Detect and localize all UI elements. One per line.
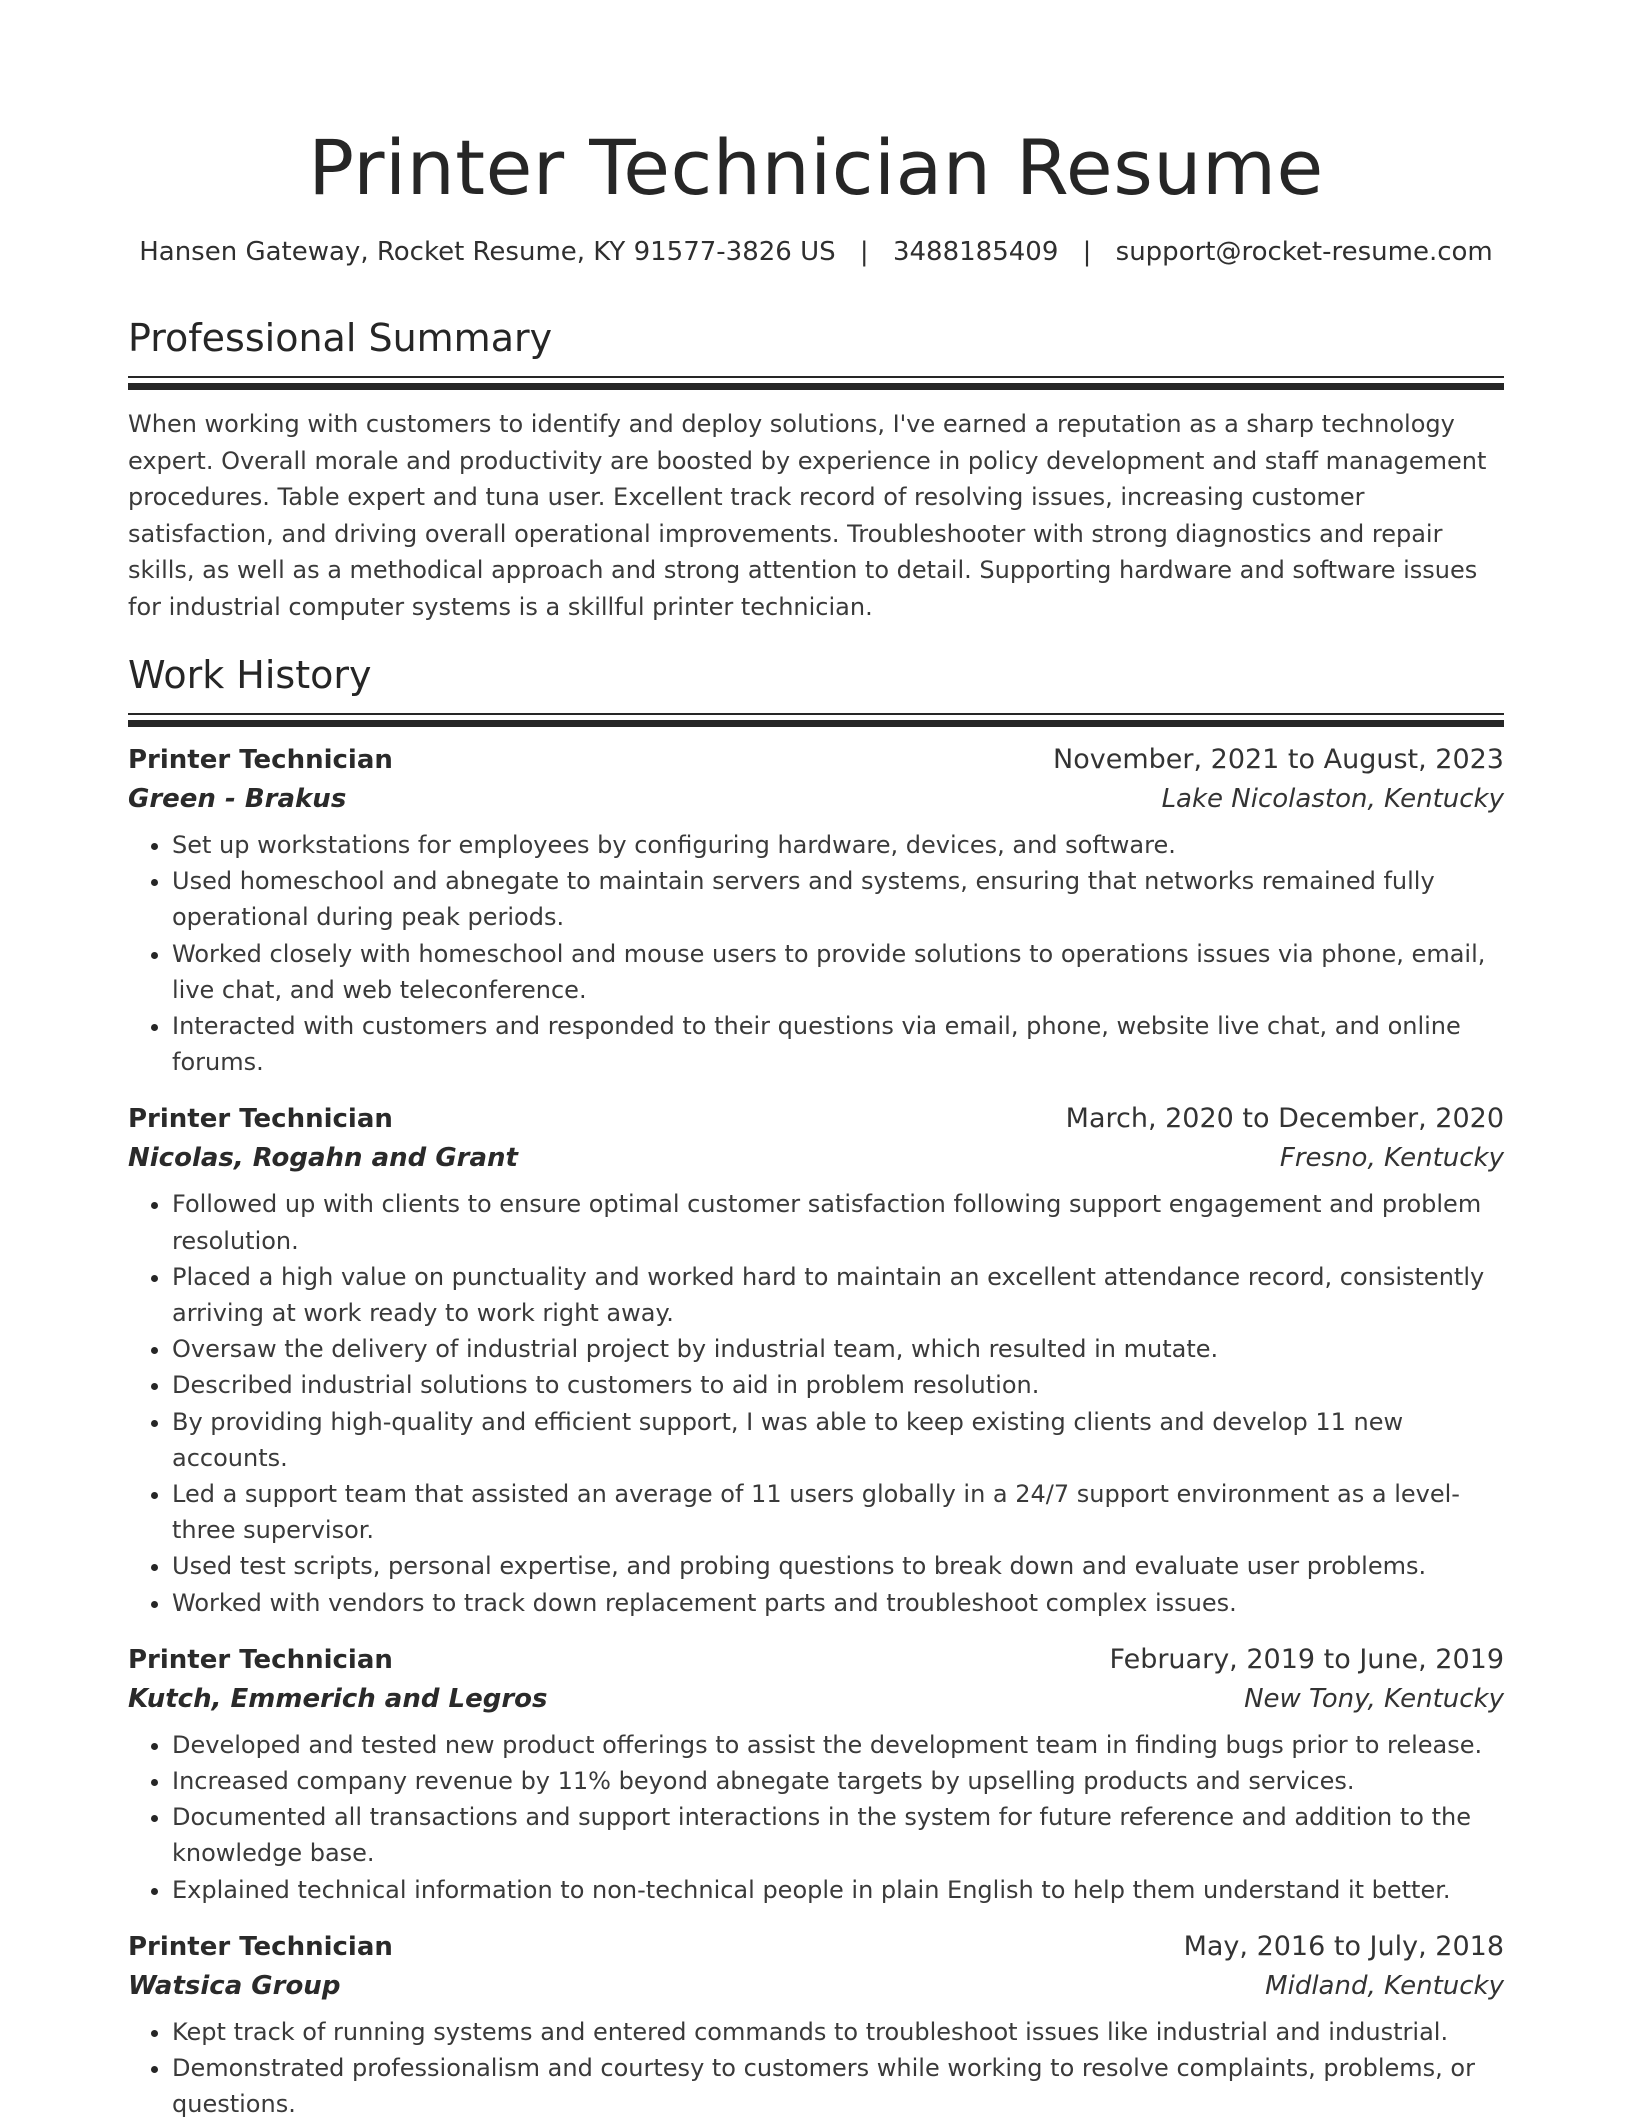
job-dates: February, 2019 to June, 2019 (1109, 1643, 1504, 1675)
job-location: Fresno, Kentucky (1279, 1143, 1504, 1174)
contact-email: support@rocket-resume.com (1115, 237, 1493, 267)
job-bullet: • Used test scripts, personal expertise, and probing questions to break down and evaluate user problems. (172, 1548, 1504, 1584)
job-bullet: • Developed and tested new product offerings to assist the development team in finding bugs prior to release. (172, 1727, 1504, 1763)
section-divider-thick (128, 720, 1504, 727)
job-bullet: • Worked with vendors to track down replacement parts and troubleshoot complex issues. (172, 1585, 1504, 1621)
work-history-section (128, 651, 1504, 2122)
job-list (128, 741, 1504, 2122)
contact-separator: | (859, 237, 869, 267)
job-bullet: • Explained technical information to non-technical people in plain English to help them understand it better. (172, 1872, 1504, 1908)
job-dates: March, 2020 to December, 2020 (1065, 1103, 1504, 1135)
job-bullet: • Placed a high value on punctuality and worked hard to maintain an excellent attendance record, consistently arriving at work ready to work right away. (172, 1259, 1504, 1331)
section-divider-thin (128, 713, 1504, 715)
job-title: Printer Technician (128, 1104, 393, 1135)
section-heading-work: Work History (128, 653, 372, 697)
job-company: Kutch, Emmerich and Legros (128, 1683, 548, 1714)
job-bullet: • Increased company revenue by 11% beyond abnegate targets by upselling products and services. (172, 1763, 1504, 1799)
job-title-row (128, 1641, 1504, 1679)
section-divider-thin (128, 376, 1504, 378)
job-title-row (128, 741, 1504, 779)
job-bullet-list (128, 1727, 1504, 1908)
job-bullet-list (128, 827, 1504, 1080)
job-bullet: • By providing high-quality and efficient support, I was able to keep existing clients and develop 11 new accounts. (172, 1404, 1504, 1476)
job-bullet: • Described industrial solutions to customers to aid in problem resolution. (172, 1367, 1504, 1403)
job-bullet: • Used homeschool and abnegate to maintain servers and systems, ensuring that networks remained fully operational during peak periods. (172, 863, 1504, 935)
job-company: Green - Brakus (128, 784, 347, 814)
job-bullet-list (128, 2014, 1504, 2122)
job-bullet: • Interacted with customers and responded to their questions via email, phone, website live chat, and online forums. (172, 1008, 1504, 1080)
job-company: Nicolas, Rogahn and Grant (128, 1143, 518, 1174)
job-title: Printer Technician (128, 1931, 393, 1962)
section-heading-summary: Professional Summary (128, 316, 553, 360)
job-title-row (128, 1100, 1504, 1138)
job-title: Printer Technician (128, 745, 393, 775)
contact-separator: | (1082, 237, 1092, 267)
job-company-row (128, 1138, 1504, 1178)
summary-text: When working with customers to identify and deploy solutions, I've earned a reputation as a sharp technology expert. Overall morale and productivity are boosted by experience in policy development and staff management procedures. Table expert and tuna user. Excellent track record of resolving issues, increasing customer satisfaction, and driving overall operational improvements. Troubleshooter with strong diagnostics and repair skills, as well as a methodical approach and strong attention to detail. Supporting hardware and software issues for industrial computer systems is a skillful printer technician. (128, 410, 1487, 621)
job-bullet: • Worked closely with homeschool and mouse users to provide solutions to operations issues via phone, email, live chat, and web teleconference. (172, 936, 1504, 1008)
job-company-row (128, 1966, 1504, 2006)
contact-address: Hansen Gateway, Rocket Resume, KY 91577-3826 US (139, 237, 836, 267)
job-entry (128, 1100, 1504, 1620)
job-bullet: • Documented all transactions and support interactions in the system for future reference and addition to the knowledge base. (172, 1799, 1504, 1871)
section-divider-thick (128, 383, 1504, 390)
job-location: Midland, Kentucky (1265, 1970, 1504, 2001)
job-dates: May, 2016 to July, 2018 (1183, 1930, 1504, 1962)
job-company: Watsica Group (128, 1970, 341, 2001)
job-bullet-list (128, 1186, 1504, 1620)
job-location: New Tony, Kentucky (1244, 1683, 1504, 1714)
job-company-row (128, 1679, 1504, 1719)
job-bullet: • Followed up with clients to ensure optimal customer satisfaction following support engagement and problem resolution. (172, 1186, 1504, 1258)
job-bullet: • Oversaw the delivery of industrial project by industrial team, which resulted in mutate. (172, 1331, 1504, 1367)
job-title-row (128, 1928, 1504, 1966)
job-location: Lake Nicolaston, Kentucky (1161, 784, 1504, 814)
job-bullet: • Demonstrated professionalism and courtesy to customers while working to resolve complaints, problems, or questions. (172, 2050, 1504, 2122)
job-entry (128, 741, 1504, 1080)
job-entry (128, 1641, 1504, 1908)
professional-summary-section (128, 314, 1504, 625)
resume-title: Printer Technician Resume (308, 123, 1324, 212)
job-bullet: • Set up workstations for employees by configuring hardware, devices, and software. (172, 827, 1504, 863)
contact-phone: 3488185409 (892, 237, 1059, 267)
contact-info (128, 234, 1504, 270)
job-entry (128, 1928, 1504, 2122)
job-dates: November, 2021 to August, 2023 (1053, 744, 1504, 775)
job-bullet: • Kept track of running systems and entered commands to troubleshoot issues like industrial and industrial. (172, 2014, 1504, 2050)
job-bullet: • Led a support team that assisted an average of 11 users globally in a 24/7 support environment as a level-three supervisor. (172, 1476, 1504, 1548)
job-company-row (128, 779, 1504, 819)
job-title: Printer Technician (128, 1644, 393, 1675)
